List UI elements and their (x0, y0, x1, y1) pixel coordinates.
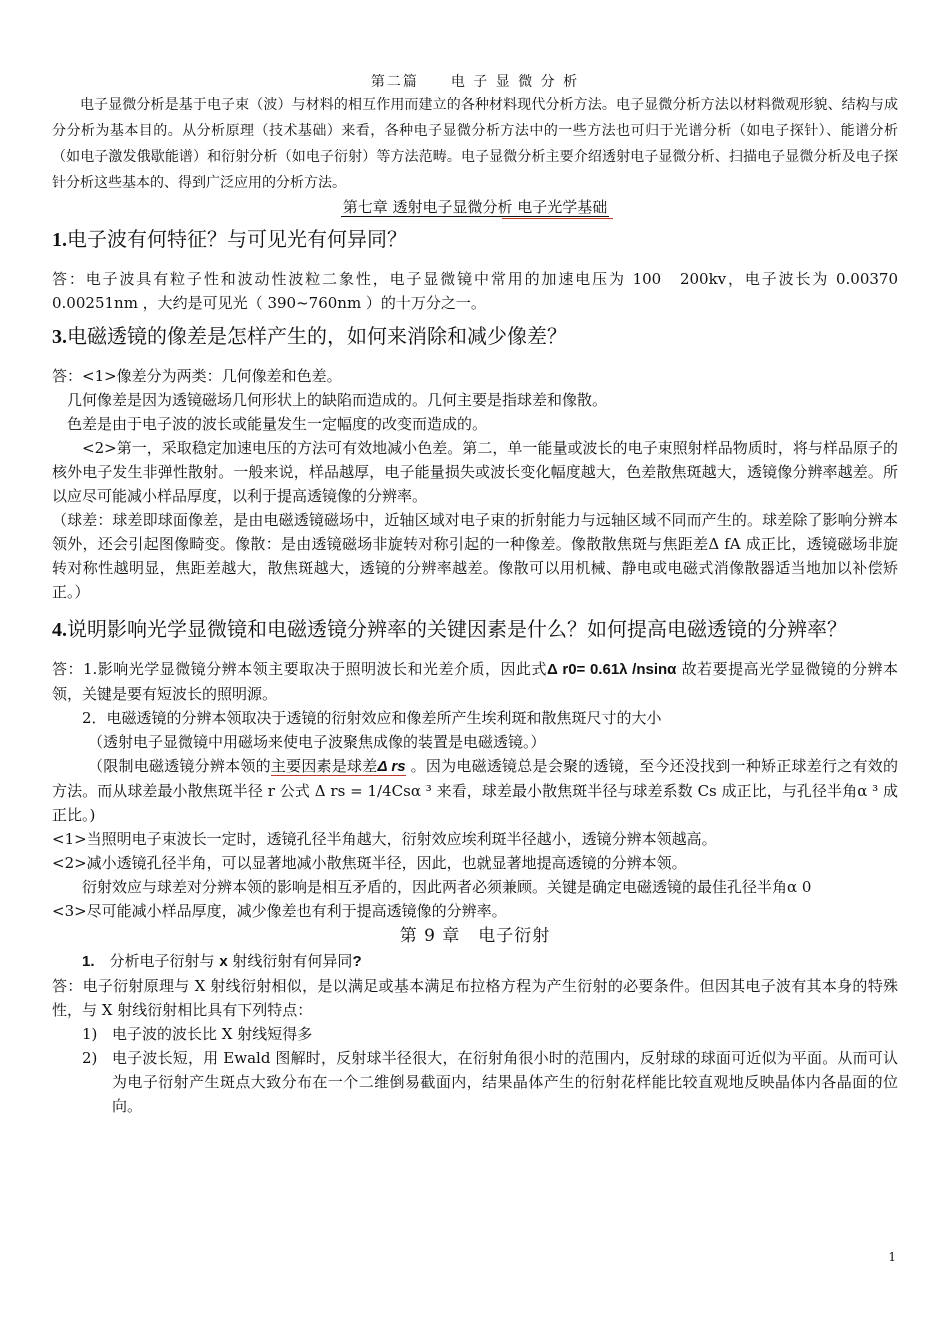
chapter-9-question-1: 1. 分析电子衍射与 x 射线衍射有何异同? (82, 952, 362, 970)
document-page (52, 72, 914, 1118)
answer-4-line3: （透射电子显微镜中用磁场来使电子波聚焦成像的装置是电磁透镜。） (88, 733, 546, 751)
page-number: 1 (888, 1250, 896, 1264)
answer-3-line1: 答：<1>像差分为两类：几何像差和色差。 (52, 367, 342, 385)
answer-3-line4: <2>第一，采取稳定加速电压的方法可有效地减小色差。第二，单一能量或波长的电子束照射样品物质时，将与样品原子的核外电子发生非弹性散射。一般来说，样品越厚，电子能量损失或波长变化幅度越大，色差散焦斑越大，透镜像分辨率越差。所以应尽可能减小样品厚度，以利于提高透镜像的分辨率。 (52, 439, 898, 505)
answer-4-line1: 答：1.影响光学显微镜分辨本领主要取决于照明波长和光差介质，因此式Δ r0= 0.61λ /nsinα 故若要提高光学显微镜的分辨本领，关键是要有短波长的照明源。 (52, 660, 898, 703)
chapter-9-answer-1: 答：电子衍射原理与 X 射线衍射相似，是以满足或基本满足布拉格方程为产生衍射的必要条件。但因其电子波有其本身的特殊性，与 X 射线衍射相比具有下列特点： (52, 977, 898, 1019)
list-item: 1) 电子波的波长比 X 射线短得多 (82, 1025, 313, 1043)
answer-4-line8: <3>尽可能减小样品厚度，减少像差也有利于提高透镜像的分辨率。 (52, 902, 507, 920)
question-4: 4.说明影响光学显微镜和电磁透镜分辨率的关键因素是什么？如何提高电磁透镜的分辨率？ (52, 617, 847, 641)
answer-3-line2: 几何像差是因为透镜磁场几何形状上的缺陷而造成的。几何主要是指球差和像散。 (67, 391, 608, 409)
chapter-9-title: 第 9 章 电子衍射 (399, 926, 551, 946)
answer-3-note: （球差：球差即球面像差，是由电磁透镜磁场中，近轴区域对电子束的折射能力与远轴区域不同而产生的。球差除了影响分辨本领外，还会引起图像畸变。像散：是由透镜磁场非旋转对称引起的一种像差。像散散焦斑与焦距差Δ fA 成正比，透镜磁场非旋转对称性越明显，焦距差越大，散焦斑越大，透镜的分辨率越差。像散可以用机械、静电或电磁式消像散器适当地加以补偿矫正。） (52, 511, 898, 601)
question-3: 3.电磁透镜的像差是怎样产生的，如何来消除和减少像差？ (52, 324, 567, 348)
answer-1: 答：电子波具有粒子性和波动性波粒二象性，电子显微镜中常用的加速电压为 100 200kv，电子波长为 0.00370 0.00251nm ，大约是可见光（ 390~760nm ）的十万分之一。 (52, 270, 914, 312)
part-title: 第二篇 电 子 显 微 分 析 (370, 74, 580, 90)
resolution-formula: Δ r0= 0.61λ /nsinα (546, 661, 677, 678)
answer-4-line5: <1>当照明电子束波长一定时，透镜孔径半角越大，衍射效应埃利斑半径越小，透镜分辨本领越高。 (52, 830, 717, 848)
chapter-7-title: 第七章 透射电子显微分析 电子光学基础 (342, 198, 608, 216)
answer-3-line3: 色差是由于电子波的波长或能量发生一定幅度的改变而造成的。 (67, 415, 488, 433)
underlined-phrase: 主要因素是球差Δ rs (270, 757, 406, 775)
answer-4-line2: 2．电磁透镜的分辨本领取决于透镜的衍射效应和像差所产生埃利斑和散焦斑尺寸的大小 (82, 709, 662, 727)
question-1: 1.电子波有何特征？与可见光有何异同？ (52, 227, 407, 251)
intro-paragraph: 电子显微分析是基于电子束（波）与材料的相互作用而建立的各种材料现代分析方法。电子显微分析方法以材料微观形貌、结构与成分分析为基本目的。从分析原理（技术基础）来看，各种电子显微分析方法中的一些方法也可归于光谱分析（如电子探针）、能谱分析（如电子激发俄歇能谱）和衍射分析（如电子衍射）等方法范畴。电子显微分析主要介绍透射电子显微分析、扫描电子显微分析及电子探针分析这些基本的、得到广泛应用的分析方法。 (52, 97, 898, 191)
answer-4-line7: 衍射效应与球差对分辨本领的影响是相互矛盾的，因此两者必须兼顾。关键是确定电磁透镜的最佳孔径半角α 0 (82, 878, 812, 896)
answer-4-line6: <2>减小透镜孔径半角，可以显著地减小散焦斑半径，因此，也就显著地提高透镜的分辨本领。 (52, 854, 687, 872)
answer-4-line4: （限制电磁透镜分辨本领的主要因素是球差Δ rs 。因为电磁透镜总是会聚的透镜，至今还没找到一种矫正球差行之有效的方法。而从球差最小散焦斑半径 r 公式 Δ rs = 1/4Csα ³ 来看，球差最小散焦斑半径与球差系数 Cs 成正比，与孔径半角α ³ 成正比。) (52, 757, 898, 824)
list-item: 2) 电子波长短，用 Ewald 图解时，反射球半径很大，在衍射角很小时的范围内，反射球的球面可近似为平面。从而可认为电子衍射产生斑点大致分布在一个二维倒易截面内，结果晶体产生的衍射花样能比较直观地反映晶体内各晶面的位向。 (82, 1049, 898, 1115)
